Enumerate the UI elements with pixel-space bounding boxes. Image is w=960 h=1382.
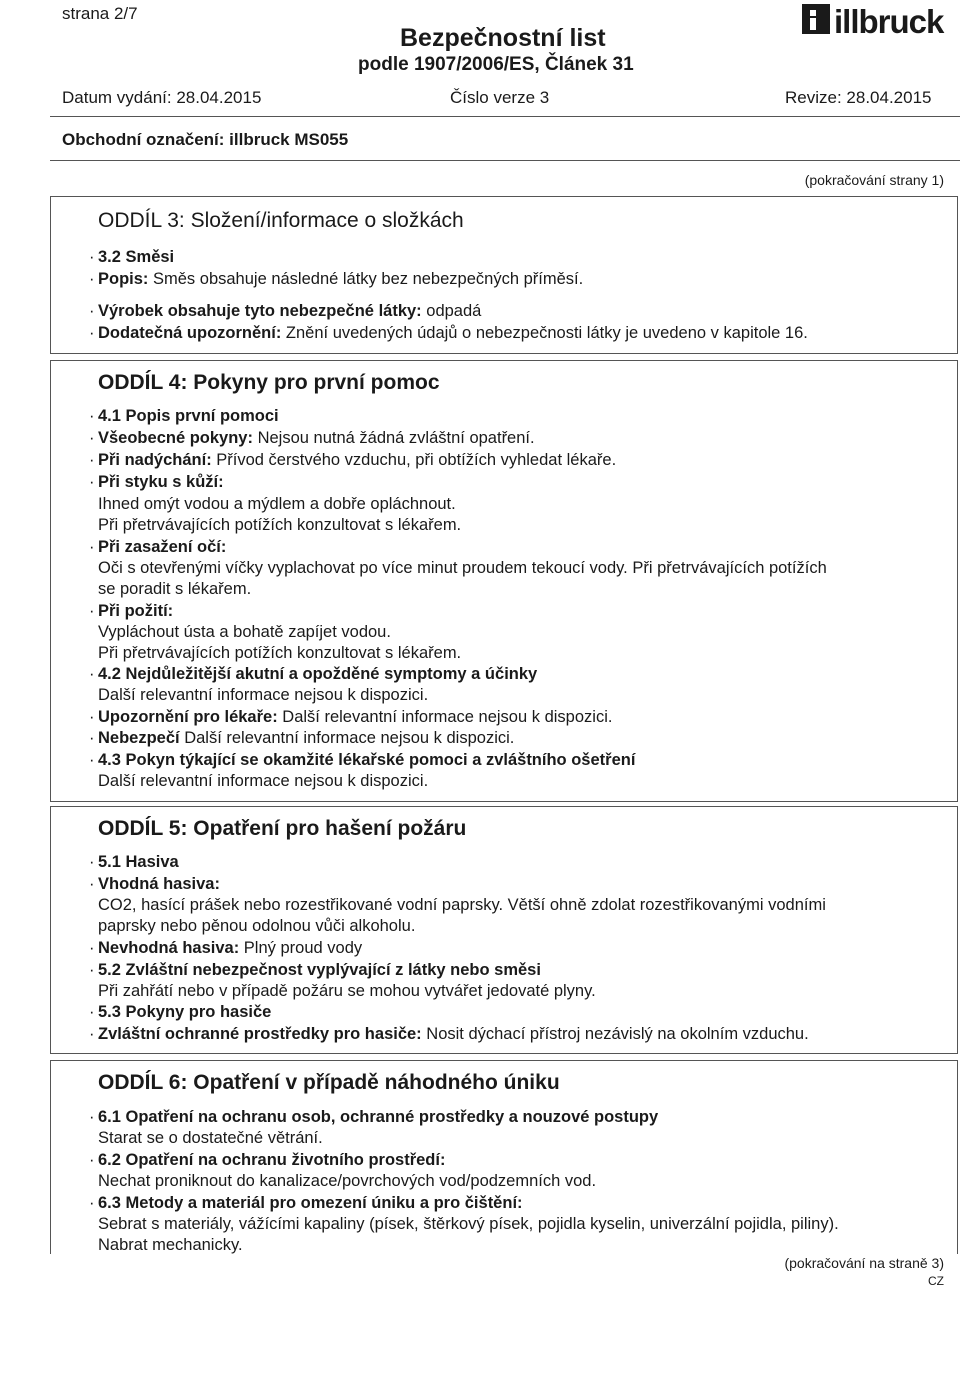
text-line: Starat se o dostatečné větrání. (98, 1129, 323, 1147)
list-item: · Při zasažení očí: (89, 538, 227, 556)
list-item: · Upozornění pro lékaře: Další relevantní informace nejsou k dispozici. (89, 708, 613, 726)
list-item: · Vhodná hasiva: (89, 875, 220, 893)
list-item: · 6.2 Opatření na ochranu životního prostředí: (89, 1151, 446, 1169)
text-line: Při přetrvávajících potížích konzultovat s lékařem. (98, 516, 462, 534)
list-item: · 3.2 Směsi (89, 248, 175, 266)
list-item: · Popis: Směs obsahuje následné látky bez nebezpečných příměsí. (89, 270, 584, 288)
list-item: · 4.2 Nejdůležitější akutní a opožděné symptomy a účinky (89, 665, 538, 683)
continued-to: (pokračování na straně 3) (784, 1255, 944, 1271)
text-line: Nabrat mechanicky. (98, 1236, 243, 1254)
section-4-title: ODDÍL 4: Pokyny pro první pomoc (98, 371, 440, 394)
trade-name: Obchodní označení: illbruck MS055 (62, 130, 349, 149)
list-item: · Nevhodná hasiva: Plný proud vody (89, 939, 363, 957)
text-line: se poradit s lékařem. (98, 580, 252, 598)
text-line: Oči s otevřenými víčky vyplachovat po více minut proudem tekoucí vody. Při přetrvávajících potížích (98, 559, 827, 577)
text-line: Sebrat s materiály, vážícími kapaliny (písek, štěrkový písek, pojidla kyselin, univerzální pojidla, piliny). (98, 1215, 839, 1233)
continued-from: (pokračování strany 1) (804, 172, 944, 188)
text-line: Při zahřátí nebo v případě požáru se mohou vytvářet jedovaté plyny. (98, 982, 596, 1000)
section-3-title: ODDÍL 3: Složení/informace o složkách (98, 209, 464, 232)
list-item: · 5.3 Pokyny pro hasiče (89, 1003, 272, 1021)
list-item: · Dodatečná upozornění: Znění uvedených údajů o nebezpečnosti látky je uvedeno v kapitole 16. (89, 324, 808, 342)
document-title: Bezpečnostní list (400, 24, 606, 52)
page-number: strana 2/7 (62, 4, 138, 23)
list-item: · Výrobek obsahuje tyto nebezpečné látky: odpadá (89, 302, 482, 320)
list-item: · 4.1 Popis první pomoci (89, 407, 279, 425)
text-line: Ihned omýt vodou a mýdlem a dobře opláchnout. (98, 495, 456, 513)
version-number: Číslo verze 3 (450, 88, 550, 107)
list-item: · Při styku s kůží: (89, 473, 224, 491)
text-line: Nechat proniknout do kanalizace/povrchových vod/podzemních vod. (98, 1172, 597, 1190)
section-6-title: ODDÍL 6: Opatření v případě náhodného úniku (98, 1071, 560, 1094)
trade-name-divider (50, 160, 960, 161)
text-line: Další relevantní informace nejsou k dispozici. (98, 772, 429, 790)
list-item: · 4.3 Pokyn týkající se okamžité lékařské pomoci a zvláštního ošetření (89, 751, 636, 769)
list-item: · 6.1 Opatření na ochranu osob, ochranné prostředky a nouzové postupy (89, 1108, 659, 1126)
issue-date: Datum vydání: 28.04.2015 (62, 88, 262, 107)
list-item: · Při požití: (89, 602, 174, 620)
list-item: · Všeobecné pokyny: Nejsou nutná žádná zvláštní opatření. (89, 429, 535, 447)
text-line: Vypláchout ústa a bohatě zapíjet vodou. (98, 623, 391, 641)
section-5-box (50, 806, 958, 1054)
country-code: CZ (928, 1274, 944, 1288)
list-item: · Zvláštní ochranné prostředky pro hasiče: Nosit dýchací přístroj nezávislý na okolním vzduchu. (89, 1025, 809, 1043)
list-item: · Při nadýchání: Přívod čerstvého vzduchu, při obtížích vyhledat lékaře. (89, 451, 617, 469)
section-3-box (50, 196, 958, 354)
list-item: · Nebezpečí Další relevantní informace nejsou k dispozici. (89, 729, 515, 747)
header-divider (50, 116, 960, 117)
logo-wordmark: illbruck (834, 3, 944, 40)
document-subtitle: podle 1907/2006/ES, Článek 31 (358, 54, 634, 75)
section-4-box (50, 360, 958, 802)
list-item: · 6.3 Metody a materiál pro omezení úniku a pro čištění: (89, 1194, 523, 1212)
text-line: Při přetrvávajících potížích konzultovat s lékařem. (98, 644, 462, 662)
list-item: · 5.1 Hasiva (89, 853, 179, 871)
list-item: · 5.2 Zvláštní nebezpečnost vyplývající z látky nebo směsi (89, 961, 541, 979)
illbruck-logo (800, 0, 960, 44)
section-5-title: ODDÍL 5: Opatření pro hašení požáru (98, 817, 467, 840)
revision-date: Revize: 28.04.2015 (785, 88, 932, 107)
text-line: paprsky nebo pěnou odolnou vůči alkoholu. (98, 917, 416, 935)
text-line: CO2, hasící prášek nebo rozestřikované vodní paprsky. Větší ohně zdolat rozestřikovanými vodními (98, 896, 826, 914)
section-6-box (50, 1060, 958, 1254)
text-line: Další relevantní informace nejsou k dispozici. (98, 686, 429, 704)
